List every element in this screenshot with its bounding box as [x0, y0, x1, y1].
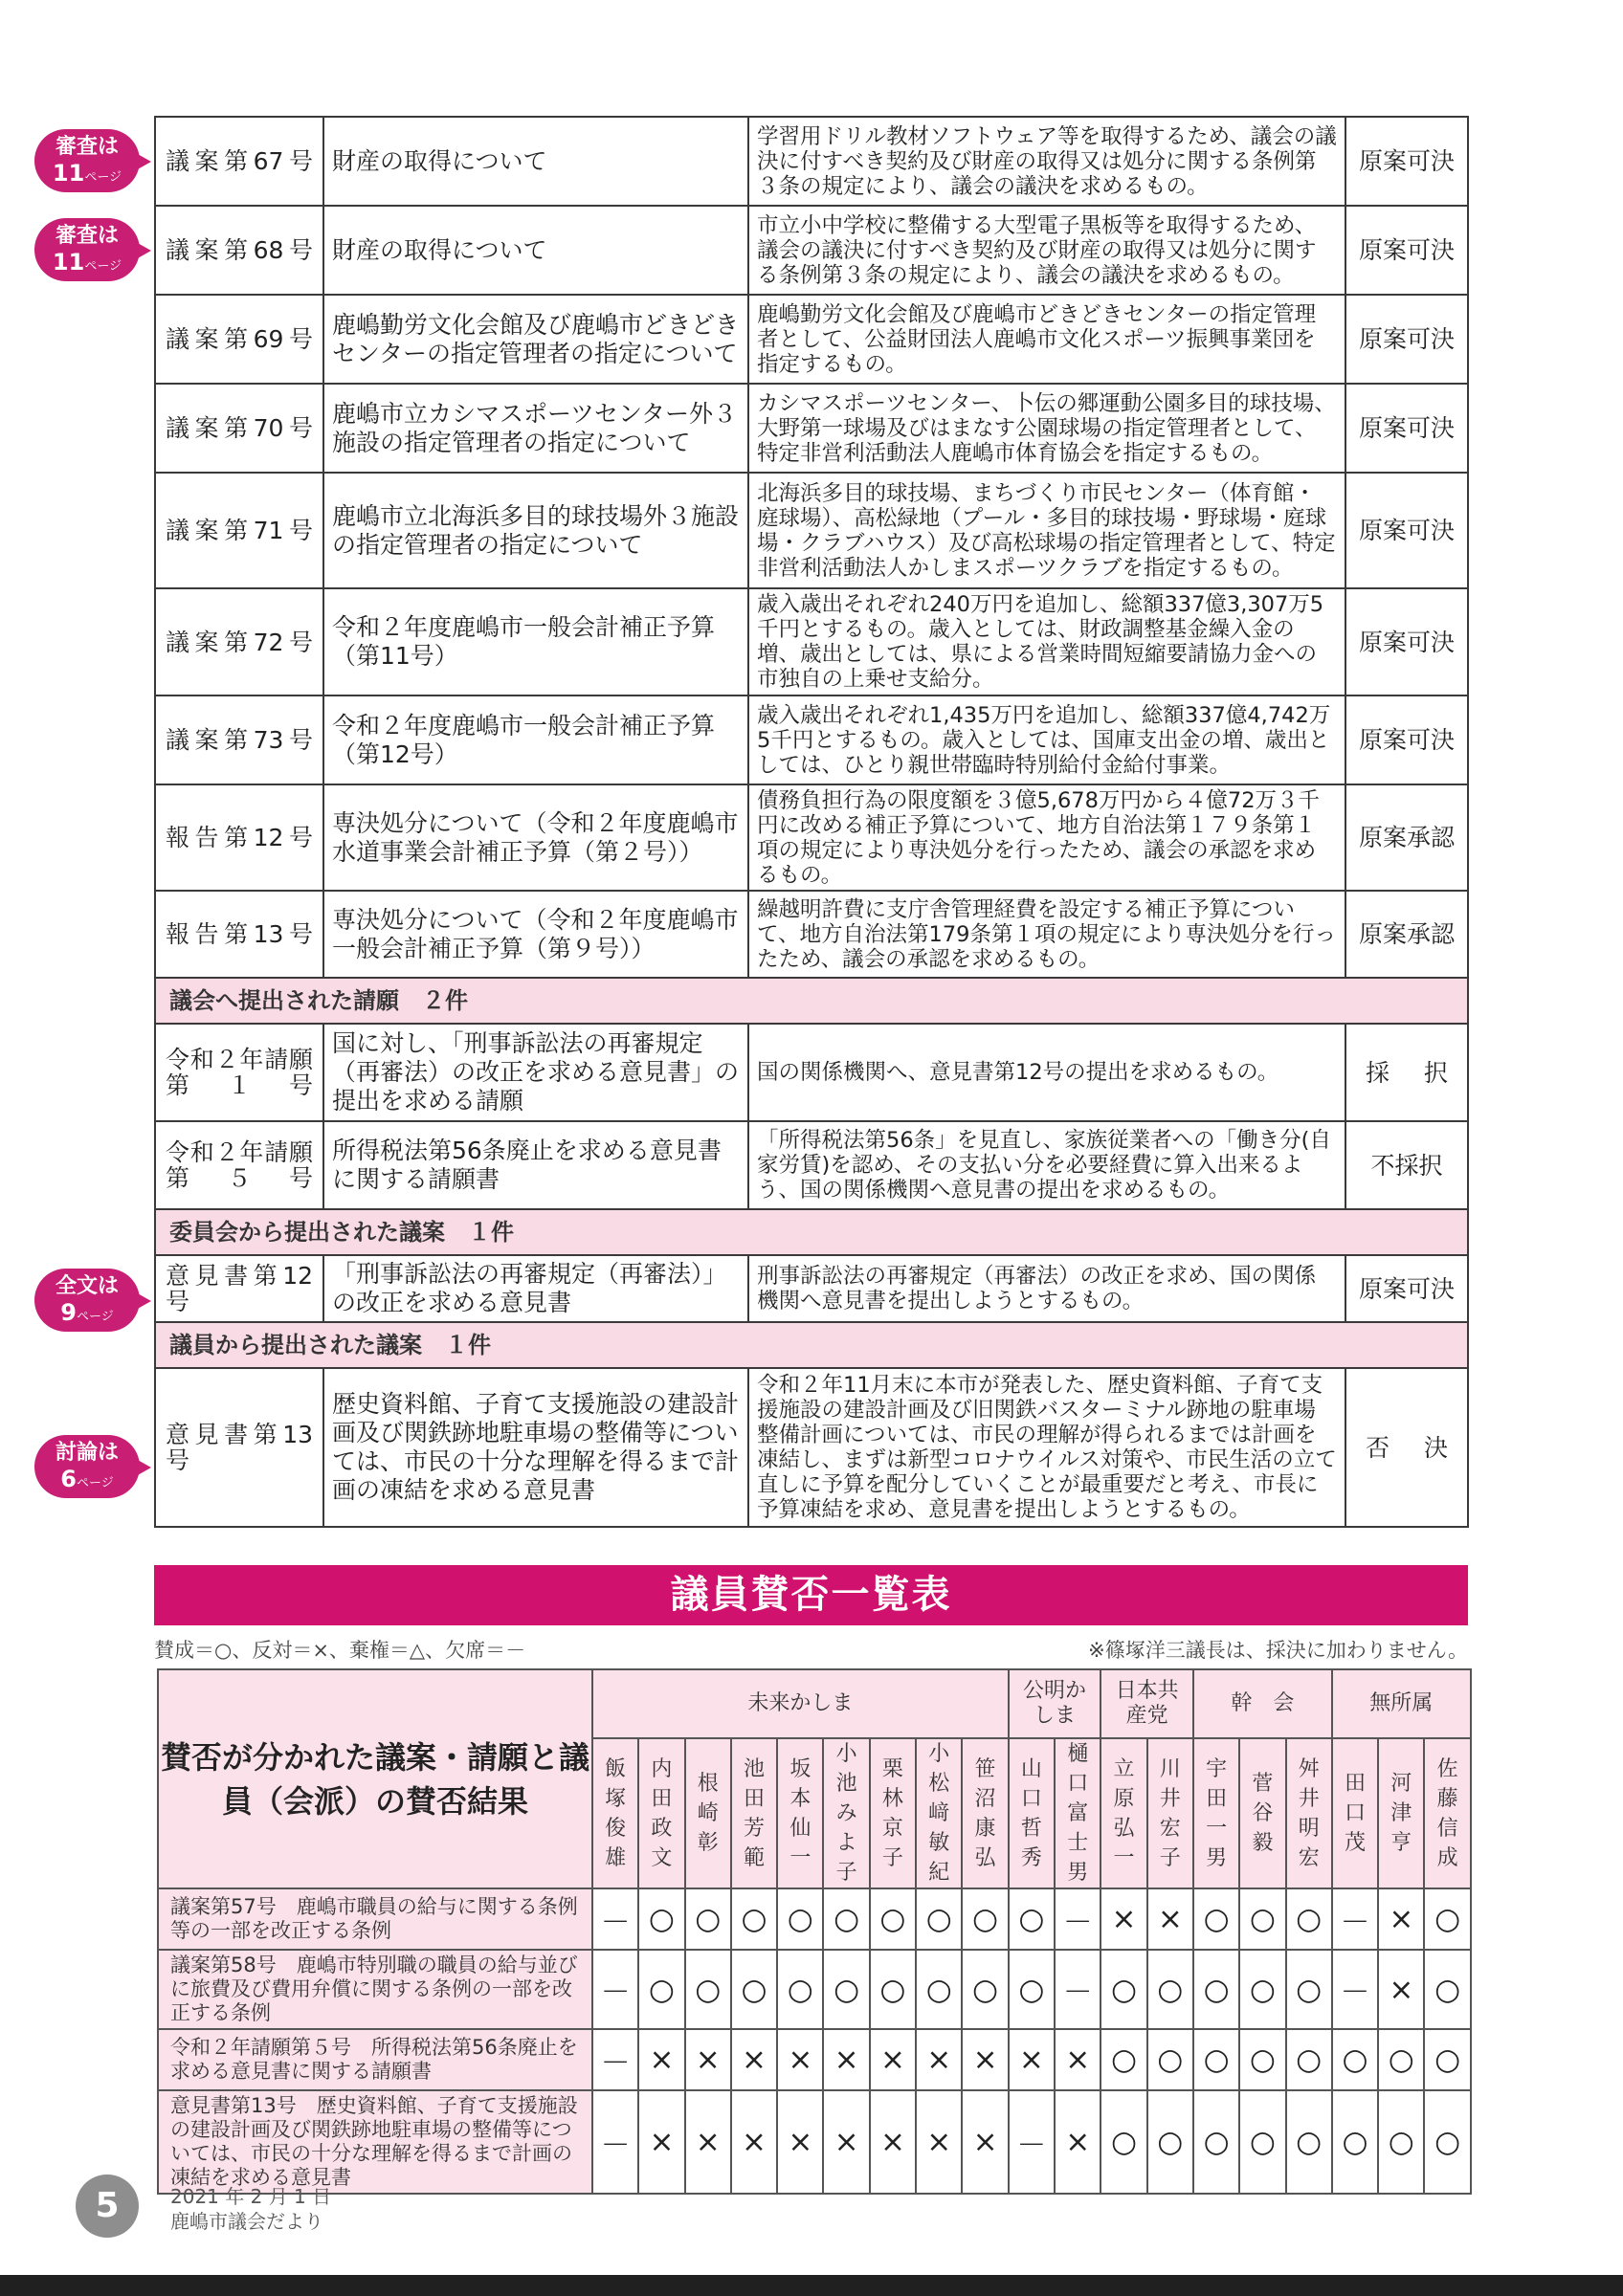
vote-mark: ○ [638, 1888, 684, 1950]
vote-mark: ○ [962, 1888, 1008, 1950]
vote-table-corner-title: 賛否が分かれた議案・請願と議員（会派）の賛否結果 [158, 1669, 592, 1888]
member-name: 坂本仙一 [789, 1756, 812, 1870]
party-header: 日本共産党 [1101, 1669, 1193, 1738]
agenda-number: 議案第67号 [155, 117, 323, 206]
vote-mark: ○ [1239, 2029, 1285, 2090]
member-name-cell [1193, 1738, 1239, 1888]
vote-bill-title: 議案第58号 鹿嶋市特別職の職員の給与並びに旅費及び費用弁償に関する条例の一部を改正する条例 [158, 1950, 592, 2029]
agenda-number: 報告第12号 [155, 784, 323, 891]
agenda-title: 令和２年度鹿嶋市一般会計補正予算（第12号） [323, 695, 748, 784]
agenda-title: 鹿嶋勤労文化会館及び鹿嶋市どきどきセンターの指定管理者の指定について [323, 295, 748, 384]
vote-mark: － [592, 1888, 638, 1950]
member-name: 山口哲秀 [1020, 1756, 1042, 1870]
petition-result: 採択 [1345, 1024, 1468, 1121]
member-name: 佐藤信成 [1436, 1756, 1458, 1870]
bubble-page [34, 249, 140, 280]
agenda-desc: 鹿嶋勤労文化会館及び鹿嶋市どきどきセンターの指定管理者として、公益財団法人鹿嶋市文化スポーツ振興事業団を指定するもの。 [748, 295, 1345, 384]
vote-mark: × [870, 2029, 916, 2090]
member-name-cell [1378, 1738, 1424, 1888]
vote-mark: ○ [916, 1950, 962, 2029]
bubble-page-unit: ページ [76, 1476, 114, 1490]
party-header: 幹 会 [1193, 1669, 1332, 1738]
agenda-number: 議案第71号 [155, 473, 323, 588]
member-name-cell [1286, 1738, 1332, 1888]
agenda-result: 原案可決 [1345, 206, 1468, 295]
vote-mark: ○ [1009, 1888, 1055, 1950]
agenda-desc: 学習用ドリル教材ソフトウェア等を取得するため、議会の議決に付すべき契約及び財産の取得又は処分に関する条例第３条の規定により、議会の議決を求めるもの。 [748, 117, 1345, 206]
bubble-page-number: 6 [60, 1466, 77, 1492]
agenda-result: 原案可決 [1345, 473, 1468, 588]
member-name: 笹沼康弘 [974, 1756, 996, 1870]
section-member-bills [155, 1322, 1468, 1368]
vote-mark: × [916, 2090, 962, 2194]
vote-mark: － [592, 2090, 638, 2194]
petition-row [155, 1121, 1468, 1209]
member-name: 川井宏子 [1159, 1756, 1181, 1870]
vote-mark: ○ [1378, 2090, 1424, 2194]
publication-name: 鹿嶋市議会だより [170, 2210, 323, 2233]
agenda-table [154, 116, 1469, 1528]
petition-desc: 「所得税法第56条」を見直し、家族従業者への「働き分(自家労賃)を認め、その支払い分を必要経費に算入出来るよう、国の関係機関へ意見書の提出を求めるもの。 [748, 1121, 1345, 1209]
member-name-cell [916, 1738, 962, 1888]
vote-mark: － [1055, 1950, 1101, 2029]
agenda-number: 議案第69号 [155, 295, 323, 384]
agenda-row [155, 206, 1468, 295]
vote-mark: × [685, 2090, 731, 2194]
vote-mark: ○ [638, 1950, 684, 2029]
vote-mark: ○ [1193, 2090, 1239, 2194]
vote-mark: × [1009, 2029, 1055, 2090]
section-petitions [155, 978, 1468, 1024]
section-heading: 議会へ提出された請願 ２件 [155, 978, 1468, 1024]
member-name-cell [1055, 1738, 1101, 1888]
vote-mark: ○ [777, 1888, 823, 1950]
member-bill-row [155, 1368, 1468, 1527]
vote-mark: × [777, 2090, 823, 2194]
vote-mark: ○ [1286, 2029, 1332, 2090]
section-heading: 議員から提出された議案 １件 [155, 1322, 1468, 1368]
member-name-cell [1239, 1738, 1285, 1888]
member-name-cell [870, 1738, 916, 1888]
member-name-cell [962, 1738, 1008, 1888]
vote-mark: ○ [1424, 1888, 1470, 1950]
vote-mark: × [731, 2029, 777, 2090]
petition-result: 不採択 [1345, 1121, 1468, 1209]
agenda-title: 鹿嶋市立カシマスポーツセンター外３施設の指定管理者の指定について [323, 384, 748, 473]
vote-mark: ○ [1286, 1888, 1332, 1950]
vote-mark: ○ [1147, 2090, 1193, 2194]
vote-mark: ○ [1239, 1950, 1285, 2029]
agenda-title: 財産の取得について [323, 117, 748, 206]
vote-mark: ○ [1239, 1888, 1285, 1950]
vote-mark: ○ [1193, 1950, 1239, 2029]
section-committee-bills [155, 1209, 1468, 1255]
member-name-cell [777, 1738, 823, 1888]
vote-mark: × [1055, 2029, 1101, 2090]
vote-mark: ○ [1009, 1950, 1055, 2029]
vote-mark: × [638, 2029, 684, 2090]
publication-date: 2021 年 2 月 1 日 [170, 2185, 332, 2208]
bubble-page-unit: ページ [84, 170, 122, 185]
vote-mark: ○ [1147, 1950, 1193, 2029]
agenda-result: 原案承認 [1345, 784, 1468, 891]
vote-mark: ○ [1424, 2029, 1470, 2090]
vote-mark: ○ [731, 1888, 777, 1950]
vote-mark: ○ [1193, 1888, 1239, 1950]
bubble-label: 審査は [55, 135, 119, 159]
vote-mark: － [592, 1950, 638, 2029]
agenda-desc: 市立小中学校に整備する大型電子黒板等を取得するため、議会の議決に付すべき契約及び財産の取得又は処分に関する条例第３条の規定により、議会の議決を求めるもの。 [748, 206, 1345, 295]
vote-mark: × [777, 2029, 823, 2090]
member-name: 樋口富士男 [1067, 1742, 1089, 1885]
page-number: 5 [76, 2175, 139, 2238]
agenda-desc: 歳入歳出それぞれ240万円を追加し、総額337億3,307万5千円とするもの。歳入としては、財政調整基金繰入金の増、歳出としては、県による営業時間短縮要請協力金への市独自の上乗せ支給分。 [748, 588, 1345, 695]
agenda-number: 議案第68号 [155, 206, 323, 295]
agenda-result: 原案可決 [1345, 117, 1468, 206]
vote-table [157, 1668, 1472, 2195]
party-row [158, 1669, 1471, 1738]
vote-mark: ○ [1286, 1950, 1332, 2029]
vote-row [158, 1888, 1471, 1950]
member-bill-desc: 令和２年11月末に本市が発表した、歴史資料館、子育て支援施設の建設計画及び旧関鉄バスターミナル跡地の駐車場整備計画については、市民の理解が得られるまでは計画を凍結し、まずは新型コロナウイルス対策や、市民生活の立て直しに予算を配分していくことが最重要だと考え、市長に予算凍結を求め、意見書を提出しようとするもの。 [748, 1368, 1345, 1527]
member-name-cell [731, 1738, 777, 1888]
agenda-number: 議案第72号 [155, 588, 323, 695]
vote-mark: ○ [870, 1950, 916, 2029]
vote-mark: ○ [1286, 2090, 1332, 2194]
petition-title: 所得税法第56条廃止を求める意見書に関する請願書 [323, 1121, 748, 1209]
vote-row [158, 2029, 1471, 2090]
vote-note: ※篠塚洋三議長は、採決に加わりません。 [1088, 1639, 1468, 1662]
petition-desc: 国の関係機関へ、意見書第12号の提出を求めるもの。 [748, 1024, 1345, 1121]
member-name-cell [685, 1738, 731, 1888]
page-reference-bubble [34, 1435, 140, 1498]
vote-mark: ○ [823, 1950, 869, 2029]
bubble-page-number: 11 [52, 249, 85, 276]
vote-mark: × [638, 2090, 684, 2194]
member-name: 内田政文 [651, 1756, 673, 1870]
agenda-result: 原案可決 [1345, 384, 1468, 473]
member-name: 栗林京子 [881, 1756, 903, 1870]
petition-row [155, 1024, 1468, 1121]
vote-legend: 賛成＝○、反対＝×、棄権＝△、欠席＝－ [154, 1639, 526, 1662]
committee-bill-title: 「刑事訴訟法の再審規定（再審法）」の改正を求める意見書 [323, 1255, 748, 1322]
member-bill-result: 否決 [1345, 1368, 1468, 1527]
member-name-cell [1424, 1738, 1470, 1888]
vote-mark: ○ [916, 1888, 962, 1950]
vote-mark: × [1147, 1888, 1193, 1950]
bubble-page-number: 11 [52, 160, 85, 187]
vote-mark: ○ [870, 1888, 916, 1950]
vote-mark: ○ [777, 1950, 823, 2029]
bottom-bar [0, 2275, 1623, 2296]
member-name: 田口茂 [1344, 1772, 1366, 1855]
agenda-number: 報告第13号 [155, 891, 323, 978]
agenda-result: 原案可決 [1345, 295, 1468, 384]
vote-mark: ○ [1193, 2029, 1239, 2090]
member-name-cell [592, 1738, 638, 1888]
party-header: 無所属 [1332, 1669, 1471, 1738]
member-name-cell [823, 1738, 869, 1888]
bubble-page [34, 1466, 140, 1497]
agenda-row [155, 384, 1468, 473]
petition-number: 令和２年請願第５号 [155, 1121, 323, 1209]
bubble-label: 全文は [55, 1274, 119, 1298]
member-name-cell [1147, 1738, 1193, 1888]
member-name: 飯塚俊雄 [605, 1756, 627, 1870]
vote-mark: × [1378, 1888, 1424, 1950]
agenda-row [155, 695, 1468, 784]
vote-mark: － [1009, 2090, 1055, 2194]
vote-row [158, 2090, 1471, 2194]
vote-mark: × [1378, 1950, 1424, 2029]
vote-bill-title: 意見書第13号 歴史資料館、子育て支援施設の建設計画及び関鉄跡地駐車場の整備等については、市民の十分な理解を得るまで計画の凍結を求める意見書 [158, 2090, 592, 2194]
vote-mark: ○ [1332, 2029, 1378, 2090]
agenda-title: 鹿嶋市立北海浜多目的球技場外３施設の指定管理者の指定について [323, 473, 748, 588]
agenda-title: 財産の取得について [323, 206, 748, 295]
agenda-row [155, 784, 1468, 891]
vote-mark: × [1101, 1888, 1146, 1950]
member-name-cell [638, 1738, 684, 1888]
committee-bill-number: 意見書第12号 [155, 1255, 323, 1322]
agenda-row [155, 891, 1468, 978]
vote-mark: － [1332, 1950, 1378, 2029]
vote-mark: ○ [1332, 2090, 1378, 2194]
member-name: 小松﨑敏紀 [928, 1742, 950, 1885]
member-name-cell [1101, 1738, 1146, 1888]
committee-bill-desc: 刑事訴訟法の再審規定（再審法）の改正を求め、国の関係機関へ意見書を提出しようとするもの。 [748, 1255, 1345, 1322]
vote-mark: × [685, 2029, 731, 2090]
member-name: 池田芳範 [744, 1756, 766, 1870]
vote-mark: × [870, 2090, 916, 2194]
vote-section-title: 議員賛否一覧表 [154, 1565, 1468, 1625]
vote-mark: × [823, 2029, 869, 2090]
member-name: 菅谷毅 [1252, 1772, 1274, 1855]
member-bill-title: 歴史資料館、子育て支援施設の建設計画及び関鉄跡地駐車場の整備等については、市民の十分な理解を得るまで計画の凍結を求める意見書 [323, 1368, 748, 1527]
bubble-label: 討論は [55, 1441, 119, 1465]
vote-mark: × [916, 2029, 962, 2090]
section-heading: 委員会から提出された議案 １件 [155, 1209, 1468, 1255]
agenda-number: 議案第73号 [155, 695, 323, 784]
bubble-page-unit: ページ [84, 259, 122, 274]
vote-mark: ○ [1147, 2029, 1193, 2090]
member-name: 舛井明宏 [1298, 1756, 1320, 1870]
vote-mark: × [823, 2090, 869, 2194]
agenda-desc: 歳入歳出それぞれ1,435万円を追加し、総額337億4,742万5千円とするもの。歳入としては、国庫支出金の増、歳出としては、ひとり親世帯臨時特別給付金給付事業。 [748, 695, 1345, 784]
party-header: 未来かしま [592, 1669, 1009, 1738]
committee-bill-result: 原案可決 [1345, 1255, 1468, 1322]
agenda-row [155, 117, 1468, 206]
vote-mark: ○ [685, 1950, 731, 2029]
vote-mark: × [962, 2029, 1008, 2090]
member-name: 根崎彰 [697, 1772, 719, 1855]
member-name: 小池みよ子 [835, 1742, 857, 1885]
page-reference-bubble [34, 129, 140, 192]
agenda-title: 専決処分について（令和２年度鹿嶋市一般会計補正予算（第９号）） [323, 891, 748, 978]
vote-mark: ○ [685, 1888, 731, 1950]
vote-bill-title: 議案第57号 鹿嶋市職員の給与に関する条例等の一部を改正する条例 [158, 1888, 592, 1950]
agenda-desc: 繰越明許費に支庁舎管理経費を設定する補正予算について、地方自治法第179条第１項の規定により専決処分を行ったため、議会の承認を求めるもの。 [748, 891, 1345, 978]
agenda-row [155, 588, 1468, 695]
agenda-result: 原案承認 [1345, 891, 1468, 978]
agenda-title: 令和２年度鹿嶋市一般会計補正予算（第11号） [323, 588, 748, 695]
agenda-result: 原案可決 [1345, 695, 1468, 784]
member-bill-number: 意見書第13号 [155, 1368, 323, 1527]
page-reference-bubble [34, 218, 140, 281]
vote-mark: × [731, 2090, 777, 2194]
vote-mark: ○ [823, 1888, 869, 1950]
agenda-row [155, 295, 1468, 384]
bubble-page [34, 1299, 140, 1331]
agenda-desc: カシマスポーツセンター、卜伝の郷運動公園多目的球技場、大野第一球場及びはまなす公園球場の指定管理者として、特定非営利活動法人鹿嶋市体育協会を指定するもの。 [748, 384, 1345, 473]
vote-mark: ○ [1101, 2090, 1146, 2194]
vote-mark: ○ [962, 1950, 1008, 2029]
member-name-cell [1332, 1738, 1378, 1888]
committee-bill-row [155, 1255, 1468, 1322]
agenda-desc: 債務負担行為の限度額を３億5,678万円から４億72万３千円に改める補正予算について、地方自治法第１７９条第１項の規定により専決処分を行ったため、議会の承認を求めるもの。 [748, 784, 1345, 891]
agenda-row [155, 473, 1468, 588]
vote-mark: － [1332, 1888, 1378, 1950]
vote-mark: × [1055, 2090, 1101, 2194]
bubble-page-number: 9 [60, 1299, 77, 1326]
vote-bill-title: 令和２年請願第５号 所得税法第56条廃止を求める意見書に関する請願書 [158, 2029, 592, 2090]
agenda-number: 議案第70号 [155, 384, 323, 473]
vote-mark: ○ [1424, 1950, 1470, 2029]
agenda-desc: 北海浜多目的球技場、まちづくり市民センター（体育館・庭球場）、高松緑地（プール・多目的球技場・野球場・庭球場・クラブハウス）及び高松球場の指定管理者として、特定非営利活動法人かしまスポーツクラブを指定するもの。 [748, 473, 1345, 588]
agenda-title: 専決処分について（令和２年度鹿嶋市水道事業会計補正予算（第２号）） [323, 784, 748, 891]
vote-mark: ○ [1424, 2090, 1470, 2194]
member-name: 河津亨 [1390, 1772, 1412, 1855]
petition-number: 令和２年請願第１号 [155, 1024, 323, 1121]
petition-title: 国に対し、「刑事訴訟法の再審規定（再審法）の改正を求める意見書」の提出を求める請願 [323, 1024, 748, 1121]
vote-row [158, 1950, 1471, 2029]
page-reference-bubble [34, 1269, 140, 1332]
party-header: 公明かしま [1009, 1669, 1101, 1738]
vote-mark: × [962, 2090, 1008, 2194]
vote-mark: ○ [1239, 2090, 1285, 2194]
agenda-result: 原案可決 [1345, 588, 1468, 695]
vote-mark: ○ [1101, 1950, 1146, 2029]
member-name: 立原弘一 [1113, 1756, 1135, 1870]
member-name-cell [1009, 1738, 1055, 1888]
vote-mark: ○ [1101, 2029, 1146, 2090]
bubble-page-unit: ページ [76, 1310, 114, 1324]
member-name: 宇田一男 [1206, 1756, 1228, 1870]
vote-mark: ○ [1378, 2029, 1424, 2090]
bubble-label: 審査は [55, 224, 119, 248]
vote-mark: ○ [731, 1950, 777, 2029]
bubble-page [34, 160, 140, 191]
vote-mark: － [1055, 1888, 1101, 1950]
vote-mark: － [592, 2029, 638, 2090]
